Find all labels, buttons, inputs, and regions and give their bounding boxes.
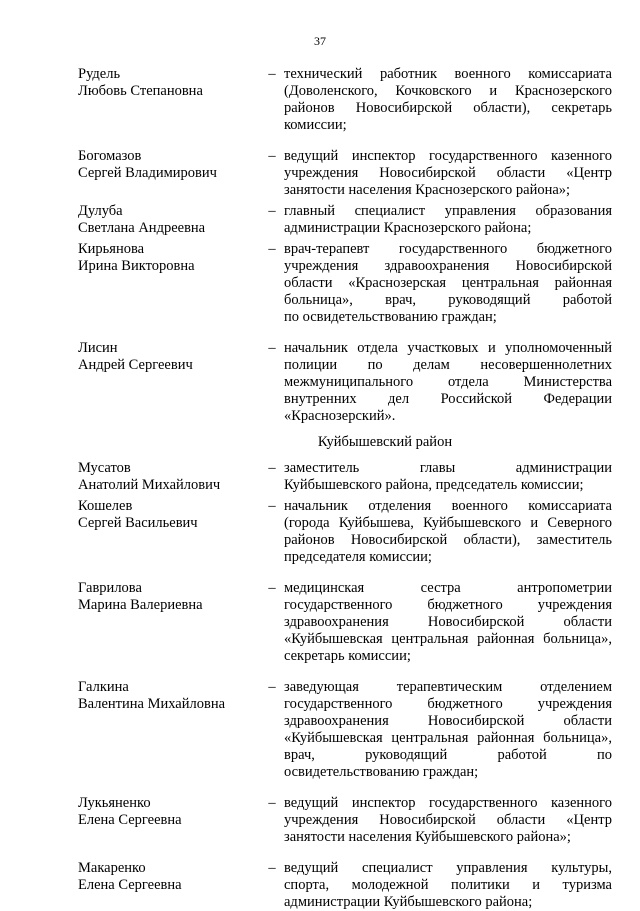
member-name-line: Гаврилова [78,580,142,596]
member-name [78,148,260,199]
dash-separator: – [268,580,276,596]
member-entry [78,795,612,846]
member-entry [78,66,612,134]
member-position [284,580,612,665]
member-position [284,241,612,326]
member-position-line: здравоохранения Новосибирской области [284,614,612,630]
member-name-line: Марина Валериевна [78,597,203,613]
member-position-line: начальник отдела участковых и уполномоченный [284,340,612,356]
member-position [284,203,612,237]
member-entry [78,498,612,566]
member-position [284,460,612,494]
dash-separator: – [268,679,276,695]
member-position-line: администрации Куйбышевского района; [284,894,533,910]
member-position-line: врач-терапевт государственного бюджетного [284,241,612,257]
member-name-line: Лисин [78,340,118,356]
member-name-line: Мусатов [78,460,131,476]
member-position-line: заместитель главы администрации [284,460,612,476]
member-position [284,860,612,911]
document-body [78,66,612,911]
member-position [284,795,612,846]
section-title: Куйбышевский район [317,434,453,450]
member-name-line: Кошелев [78,498,133,514]
member-position-line: освидетельствованию граждан; [284,764,479,780]
member-position-line: учреждения Новосибирской области «Центр [284,812,612,828]
member-position-line: начальник отделения военного комиссариата [284,498,612,514]
member-position-line: занятости населения Краснозерского района»; [284,182,571,198]
dash-separator: – [268,860,276,876]
member-name [78,340,260,425]
member-position-line: заведующая терапевтическим отделением [284,679,612,695]
page-number: 37 [314,34,326,48]
member-position-line: учреждения здравоохранения Новосибирской [284,258,612,274]
member-name [78,66,260,134]
member-position-line: здравоохранения Новосибирской области [284,713,612,729]
member-position-line: спорта, молодежной политики и туризма [284,877,612,893]
member-position-line: (Доволенского, Кочковского и Краснозерского [284,83,612,99]
member-position-line: секретарь комиссии; [284,648,411,664]
member-name-line: Дулуба [78,203,123,219]
member-name-line: Валентина Михайловна [78,696,226,712]
member-position-line: ведущий специалист управления культуры, [284,860,612,876]
member-entry [78,860,612,911]
member-name-line: Елена Сергеевна [78,877,182,893]
member-position-line: полиции по делам несовершеннолетних [284,357,612,373]
dash-separator: – [268,203,276,219]
member-position [284,340,612,425]
member-entry [78,580,612,665]
member-position-line: (города Куйбышева, Куйбышевского и Северного [284,515,612,531]
dash-separator: – [268,460,276,476]
member-name-line: Макаренко [78,860,146,876]
member-position [284,498,612,566]
member-name-line: Андрей Сергеевич [78,357,193,373]
member-name-line: Анатолий Михайлович [78,477,221,493]
member-position-line: «Куйбышевская центральная районная больница», [284,730,612,746]
member-position-line: главный специалист управления образования [284,203,612,219]
member-position [284,148,612,199]
member-position-line: внутренних дел Российской Федерации [284,391,612,407]
member-position [284,66,612,134]
dash-separator: – [268,241,276,257]
member-position-line: ведущий инспектор государственного казенного [284,795,612,811]
member-name [78,580,260,665]
member-name [78,860,260,911]
member-name-line: Любовь Степановна [78,83,203,99]
member-position-line: председателя комиссии; [284,549,432,565]
member-position-line: врач, руководящий работой по [284,747,612,763]
member-name-line: Лукьяненко [78,795,151,811]
member-position-line: ведущий инспектор государственного казенного [284,148,612,164]
member-entry [78,148,612,199]
member-entry [78,679,612,781]
member-position-line: комиссии; [284,117,347,133]
member-position [284,679,612,781]
dash-separator: – [268,340,276,356]
member-position-line: «Краснозерский». [284,408,396,424]
member-position-line: районов Новосибирской области), заместитель [284,532,612,548]
member-entry [78,203,612,237]
commission-list-krasnozersky [78,66,612,425]
member-name-line: Ирина Викторовна [78,258,195,274]
member-name [78,679,260,781]
dash-separator: – [268,498,276,514]
member-entry [78,460,612,494]
member-name [78,241,260,326]
member-position-line: межмуниципального отдела Министерства [284,374,612,390]
member-position-line: государственного бюджетного учреждения [284,696,612,712]
member-position-line: государственного бюджетного учреждения [284,597,612,613]
dash-separator: – [268,795,276,811]
dash-separator: – [268,148,276,164]
member-name-line: Галкина [78,679,129,695]
member-position-line: по освидетельствованию граждан; [284,309,497,325]
member-name-line: Богомазов [78,148,142,164]
member-position-line: районов Новосибирской области), секретарь [284,100,612,116]
member-position-line: занятости населения Куйбышевского района»; [284,829,571,845]
member-position-line: технический работник военного комиссариата [284,66,612,82]
member-position-line: учреждения Новосибирской области «Центр [284,165,612,181]
member-name-line: Рудель [78,66,121,82]
member-entry [78,340,612,425]
member-position-line: медицинская сестра антропометрии [284,580,612,596]
member-entry [78,241,612,326]
member-name-line: Елена Сергеевна [78,812,182,828]
member-name-line: Светлана Андреевна [78,220,206,236]
dash-separator: – [268,66,276,82]
commission-list-kuybyshevsky [78,460,612,911]
member-name [78,460,260,494]
member-name-line: Сергей Владимирович [78,165,217,181]
member-position-line: Куйбышевского района, председатель комиссии; [284,477,584,493]
member-name [78,498,260,566]
member-name [78,795,260,846]
member-name [78,203,260,237]
member-position-line: больница», врач, руководящий работой [284,292,612,308]
member-name-line: Кирьянова [78,241,145,257]
member-name-line: Сергей Васильевич [78,515,198,531]
member-position-line: области «Краснозерская центральная районная [284,275,612,291]
member-position-line: администрации Краснозерского района; [284,220,532,236]
member-position-line: «Куйбышевская центральная районная больница», [284,631,612,647]
